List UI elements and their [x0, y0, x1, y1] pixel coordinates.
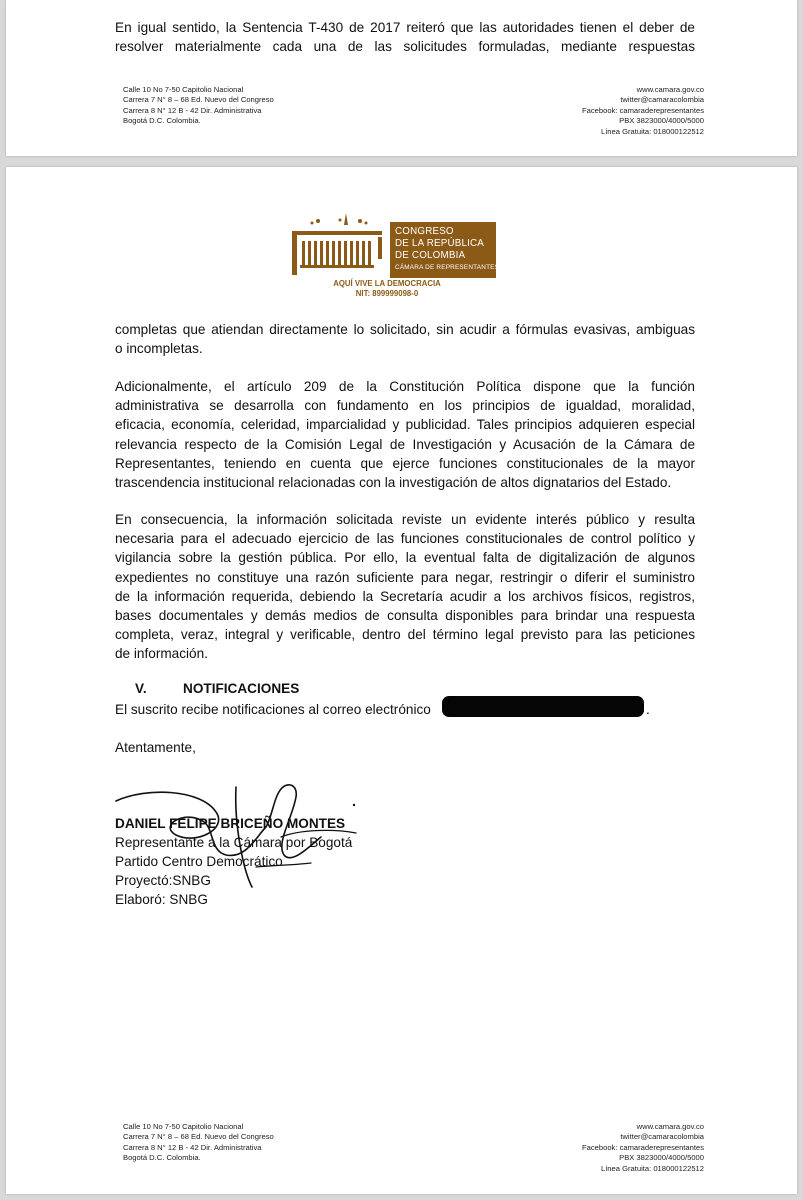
- notification-text: El suscrito recibe notificaciones al correo electrónico: [115, 702, 431, 717]
- footer-contact: www.camara.gov.co twitter@camaracolombia Facebook: camaraderepresentantes PBX 3823000/4000/5000 Línea Gratuita: 018000122512: [582, 85, 704, 136]
- projected-by: Proyectó:SNBG: [115, 873, 211, 888]
- paragraph-3: En consecuencia, la información solicitada reviste un evidente interés público y resulta necesaria para el adecuado ejercicio de las funciones constitucionales de control político y vigilancia sobre la gestión pública. Por ello, la eventual falta de digitalización de algunos expedientes no constituye una razón suficiente para negar, restringir o diferir el suministro de la información requerida, debiendo la Secretaría acudir a los archivos físicos, registros, bases documentales y demás medios de consulta disponibles para brindar una respuesta completa, veraz, integral y verificable, dentro del término legal previsto para las peticiones de información.: [115, 512, 695, 662]
- footer-address: Calle 10 No 7-50 Capitolio Nacional Carrera 7 N° 8 – 68 Ed. Nuevo del Congreso Carrera 8 N° 12 B - 42 Dir. Administrativa Bogotá D.C. Colombia.: [123, 85, 274, 126]
- handwritten-signature: [106, 767, 366, 897]
- section-number: V.: [135, 681, 147, 696]
- signer-party: Partido Centro Democrático: [115, 854, 283, 869]
- prepared-by: Elaboró: SNBG: [115, 892, 208, 907]
- capitol-emblem-icon: [290, 211, 390, 281]
- closing: Atentamente,: [115, 740, 196, 755]
- section-heading: [135, 681, 299, 696]
- period: .: [646, 702, 650, 717]
- signer-name: DANIEL FELIPE BRICEÑO MONTES: [115, 816, 346, 831]
- redacted-email: [442, 696, 644, 717]
- logo-text-box: CONGRESO DE LA REPÚBLICA DE COLOMBIA CÁMARA DE REPRESENTANTES: [390, 222, 496, 278]
- section-title: NOTIFICACIONES: [183, 681, 300, 696]
- continued-paragraph: [115, 18, 695, 56]
- document-page: [6, 167, 797, 1194]
- logo-tagline: AQUÍ VIVE LA DEMOCRACIA NIT: 899999098-0: [333, 279, 441, 298]
- text-line: En igual sentido, la Sentencia T-430 de 2017 reiteró que las autoridades tienen el deber de: [115, 20, 695, 35]
- text-line: resolver materialmente cada una de las solicitudes formuladas, mediante respuestas: [115, 39, 695, 55]
- document-page-previous: [6, 0, 797, 156]
- footer-contact: www.camara.gov.co twitter@camaracolombia Facebook: camaraderepresentantes PBX 3823000/4000/5000 Línea Gratuita: 018000122512: [582, 1122, 704, 1173]
- signer-role: Representante a la Cámara por Bogotá: [115, 835, 353, 850]
- paragraph-1: completas que atiendan directamente lo solicitado, sin acudir a fórmulas evasivas, ambiguas o incompletas.: [115, 322, 695, 357]
- paragraph-2: Adicionalmente, el artículo 209 de la Constitución Política dispone que la función administrativa se desarrolla con fundamento en los principios de igualdad, moralidad, eficacia, economía, celeridad, imparcialidad y publicidad. Tales principios adquieren especial relevancia respecto de la Comisión Legal de Investigación y Acusación de la Cámara de Representantes, teniendo en cuenta que ejerce funciones constitucionales de la mayor trascendencia institucional relacionadas con la investigación de altos dignatarios del Estado.: [115, 379, 695, 491]
- footer-address: Calle 10 No 7-50 Capitolio Nacional Carrera 7 N° 8 – 68 Ed. Nuevo del Congreso Carrera 8 N° 12 B - 42 Dir. Administrativa Bogotá D.C. Colombia.: [123, 1122, 274, 1163]
